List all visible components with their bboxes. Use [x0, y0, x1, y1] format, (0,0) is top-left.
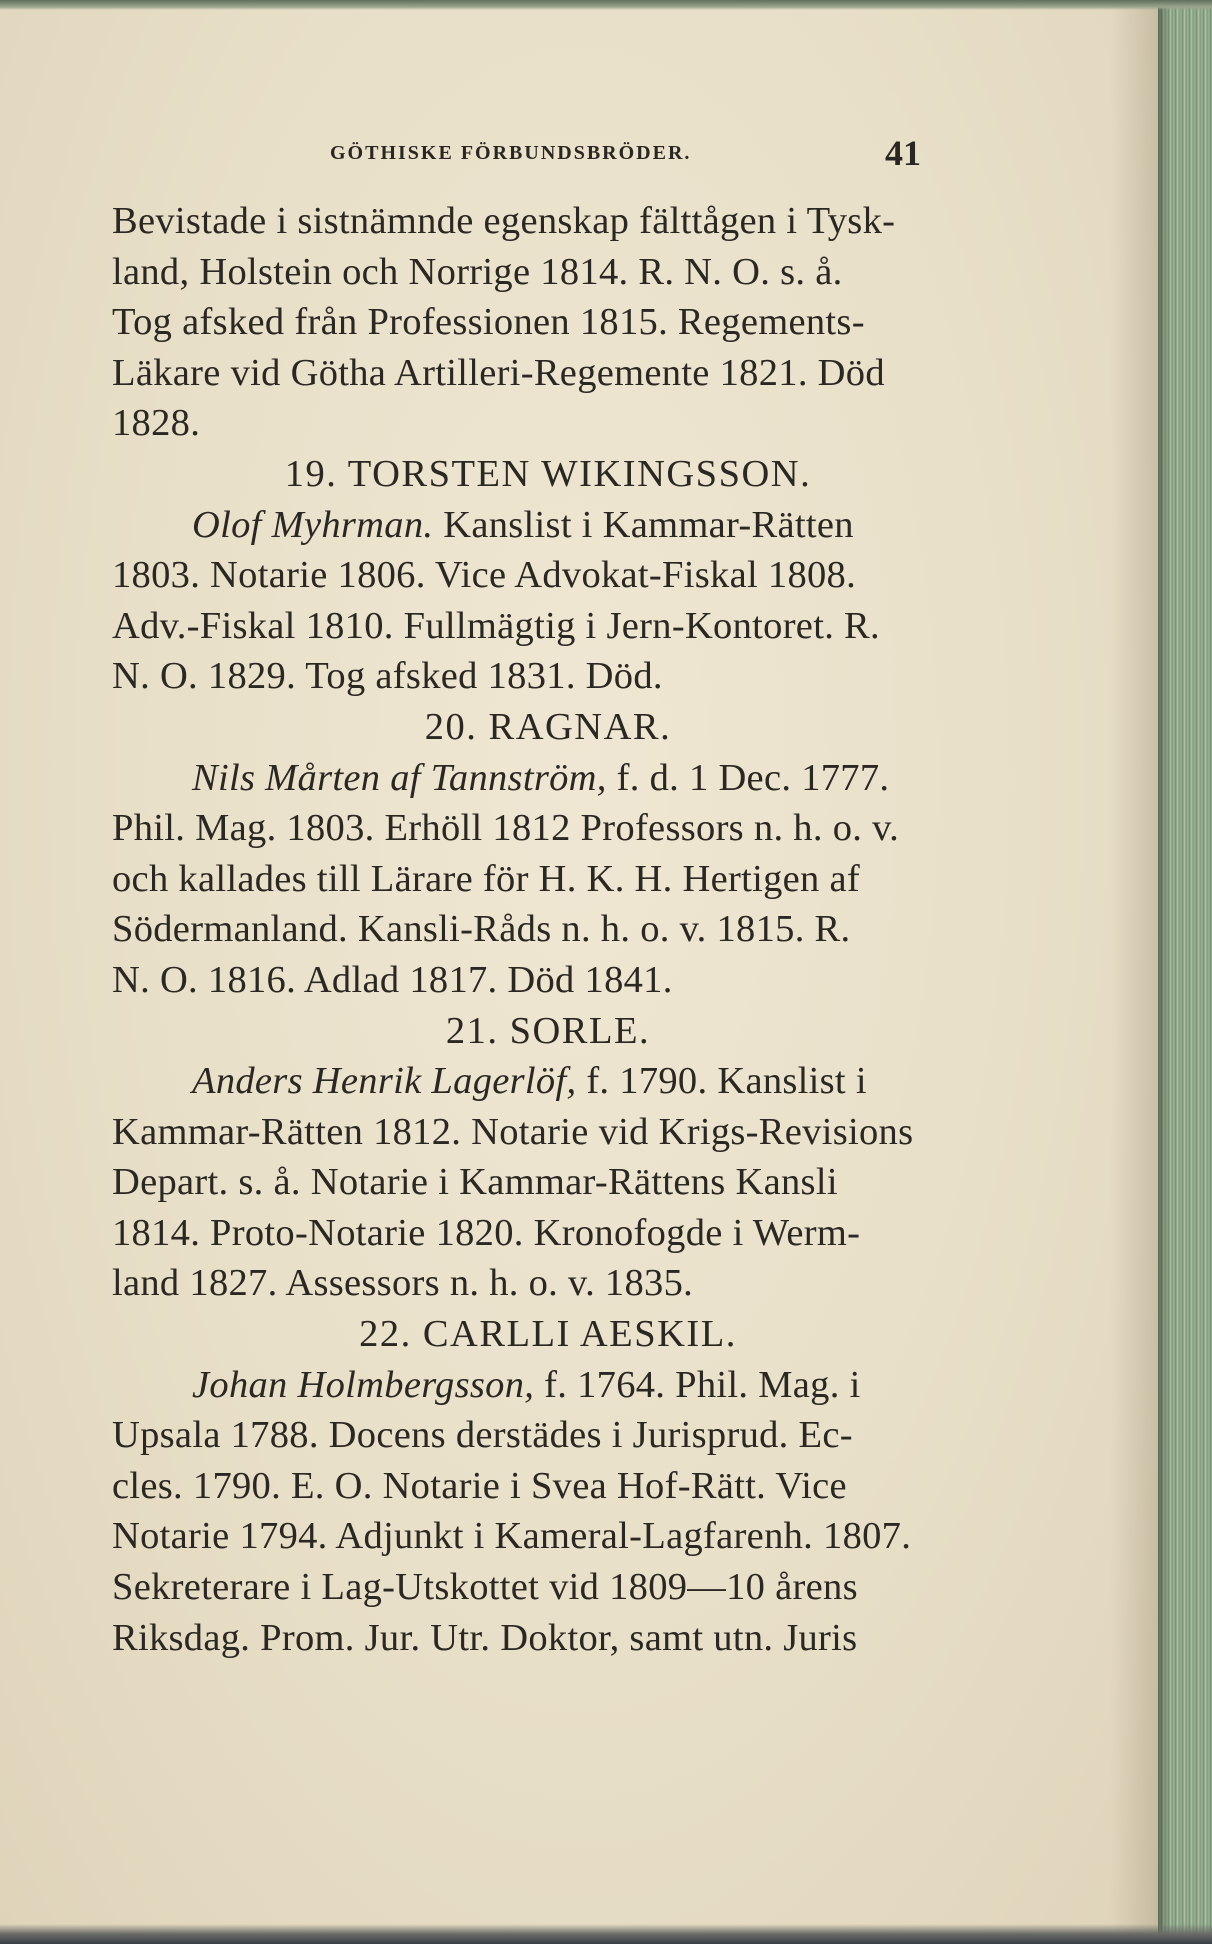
text-line: 1803. Notarie 1806. Vice Advokat-Fiskal 1808. — [112, 554, 857, 597]
text-line: Upsala 1788. Docens derstädes i Jurisprud. Ec- — [112, 1414, 853, 1457]
text-fragment: f. d. 1 Dec. 1777. — [606, 756, 890, 799]
text-fragment: f. 1764. Phil. Mag. i — [534, 1363, 861, 1406]
text-line: Bevistade i sistnämnde egenskap fälttågen i Tysk- — [112, 200, 896, 242]
page-header — [330, 132, 930, 172]
text-line: Sekreterare i Lag-Utskottet vid 1809—10 årens — [112, 1566, 858, 1609]
text-line — [112, 1056, 984, 1107]
text-line: Södermanland. Kansli-Råds n. h. o. v. 1815. R. — [112, 908, 851, 951]
text-fragment: Kanslist i Kammar-Rätten — [433, 503, 854, 546]
text-line: cles. 1790. E. O. Notarie i Svea Hof-Rätt. Vice — [112, 1464, 847, 1507]
entry-heading-21: 21. SORLE. — [445, 1009, 651, 1052]
text-line: och kallades till Lärare för H. K. H. Hertigen af — [112, 857, 861, 900]
text-line: N. O. 1816. Adlad 1817. Död 1841. — [112, 958, 673, 1001]
text-line: Kammar-Rätten 1812. Notarie vid Krigs-Revisions — [112, 1110, 914, 1153]
entry-19-text — [112, 500, 984, 702]
person-name: Olof Myhrman. — [192, 503, 434, 546]
entry-22-text — [112, 1360, 984, 1664]
entry-heading-22: 22. CARLLI AESKIL. — [359, 1313, 737, 1356]
top-edge — [0, 0, 1212, 10]
text-line: Riksdag. Prom. Jur. Utr. Doktor, samt utn. Juris — [112, 1616, 858, 1659]
text-line: Phil. Mag. 1803. Erhöll 1812 Professors n. h. o. v. — [112, 807, 900, 850]
page-edges-stack — [1158, 0, 1212, 1944]
text-line: Adv.-Fiskal 1810. Fullmägtig i Jern-Kontoret. R. — [112, 604, 880, 647]
entry-heading-19: 19. TORSTEN WIKINGSSON. — [284, 452, 812, 495]
page-edge-shadow — [1110, 0, 1158, 1944]
text-line: N. O. 1829. Tog afsked 1831. Död. — [112, 655, 663, 698]
person-name: Nils Mårten af Tannström, — [192, 756, 607, 799]
body-text — [112, 196, 984, 1663]
entry-21-text — [112, 1056, 984, 1309]
person-name: Anders Henrik Lagerlöf, — [192, 1060, 577, 1103]
text-line — [112, 1360, 984, 1411]
text-line: Tog afsked från Professionen 1815. Regements- — [112, 301, 865, 344]
running-title: GÖTHISKE FÖRBUNDSBRÖDER. — [330, 142, 692, 164]
text-line: land 1827. Assessors n. h. o. v. 1835. — [112, 1262, 694, 1305]
page-number: 41 — [885, 133, 921, 173]
text-line — [112, 500, 984, 551]
text-line: Depart. s. å. Notarie i Kammar-Rättens Kansli — [112, 1161, 838, 1204]
text-line — [112, 753, 984, 804]
paragraph-continued — [112, 196, 984, 449]
text-line: Notarie 1794. Adjunkt i Kameral-Lagfarenh. 1807. — [112, 1515, 912, 1558]
text-line: land, Holstein och Norrige 1814. R. N. O. s. å. — [112, 250, 843, 293]
text-line: 1828. — [112, 402, 201, 445]
text-line: 1814. Proto-Notarie 1820. Kronofogde i Werm- — [112, 1211, 861, 1254]
text-line: Läkare vid Götha Artilleri-Regemente 1821. Död — [112, 351, 885, 394]
entry-20-text — [112, 753, 984, 1006]
bottom-edge — [0, 1924, 1212, 1944]
person-name: Johan Holmbergsson, — [192, 1363, 535, 1406]
entry-heading-20: 20. RAGNAR. — [424, 705, 672, 748]
text-fragment: f. 1790. Kanslist i — [576, 1060, 867, 1103]
